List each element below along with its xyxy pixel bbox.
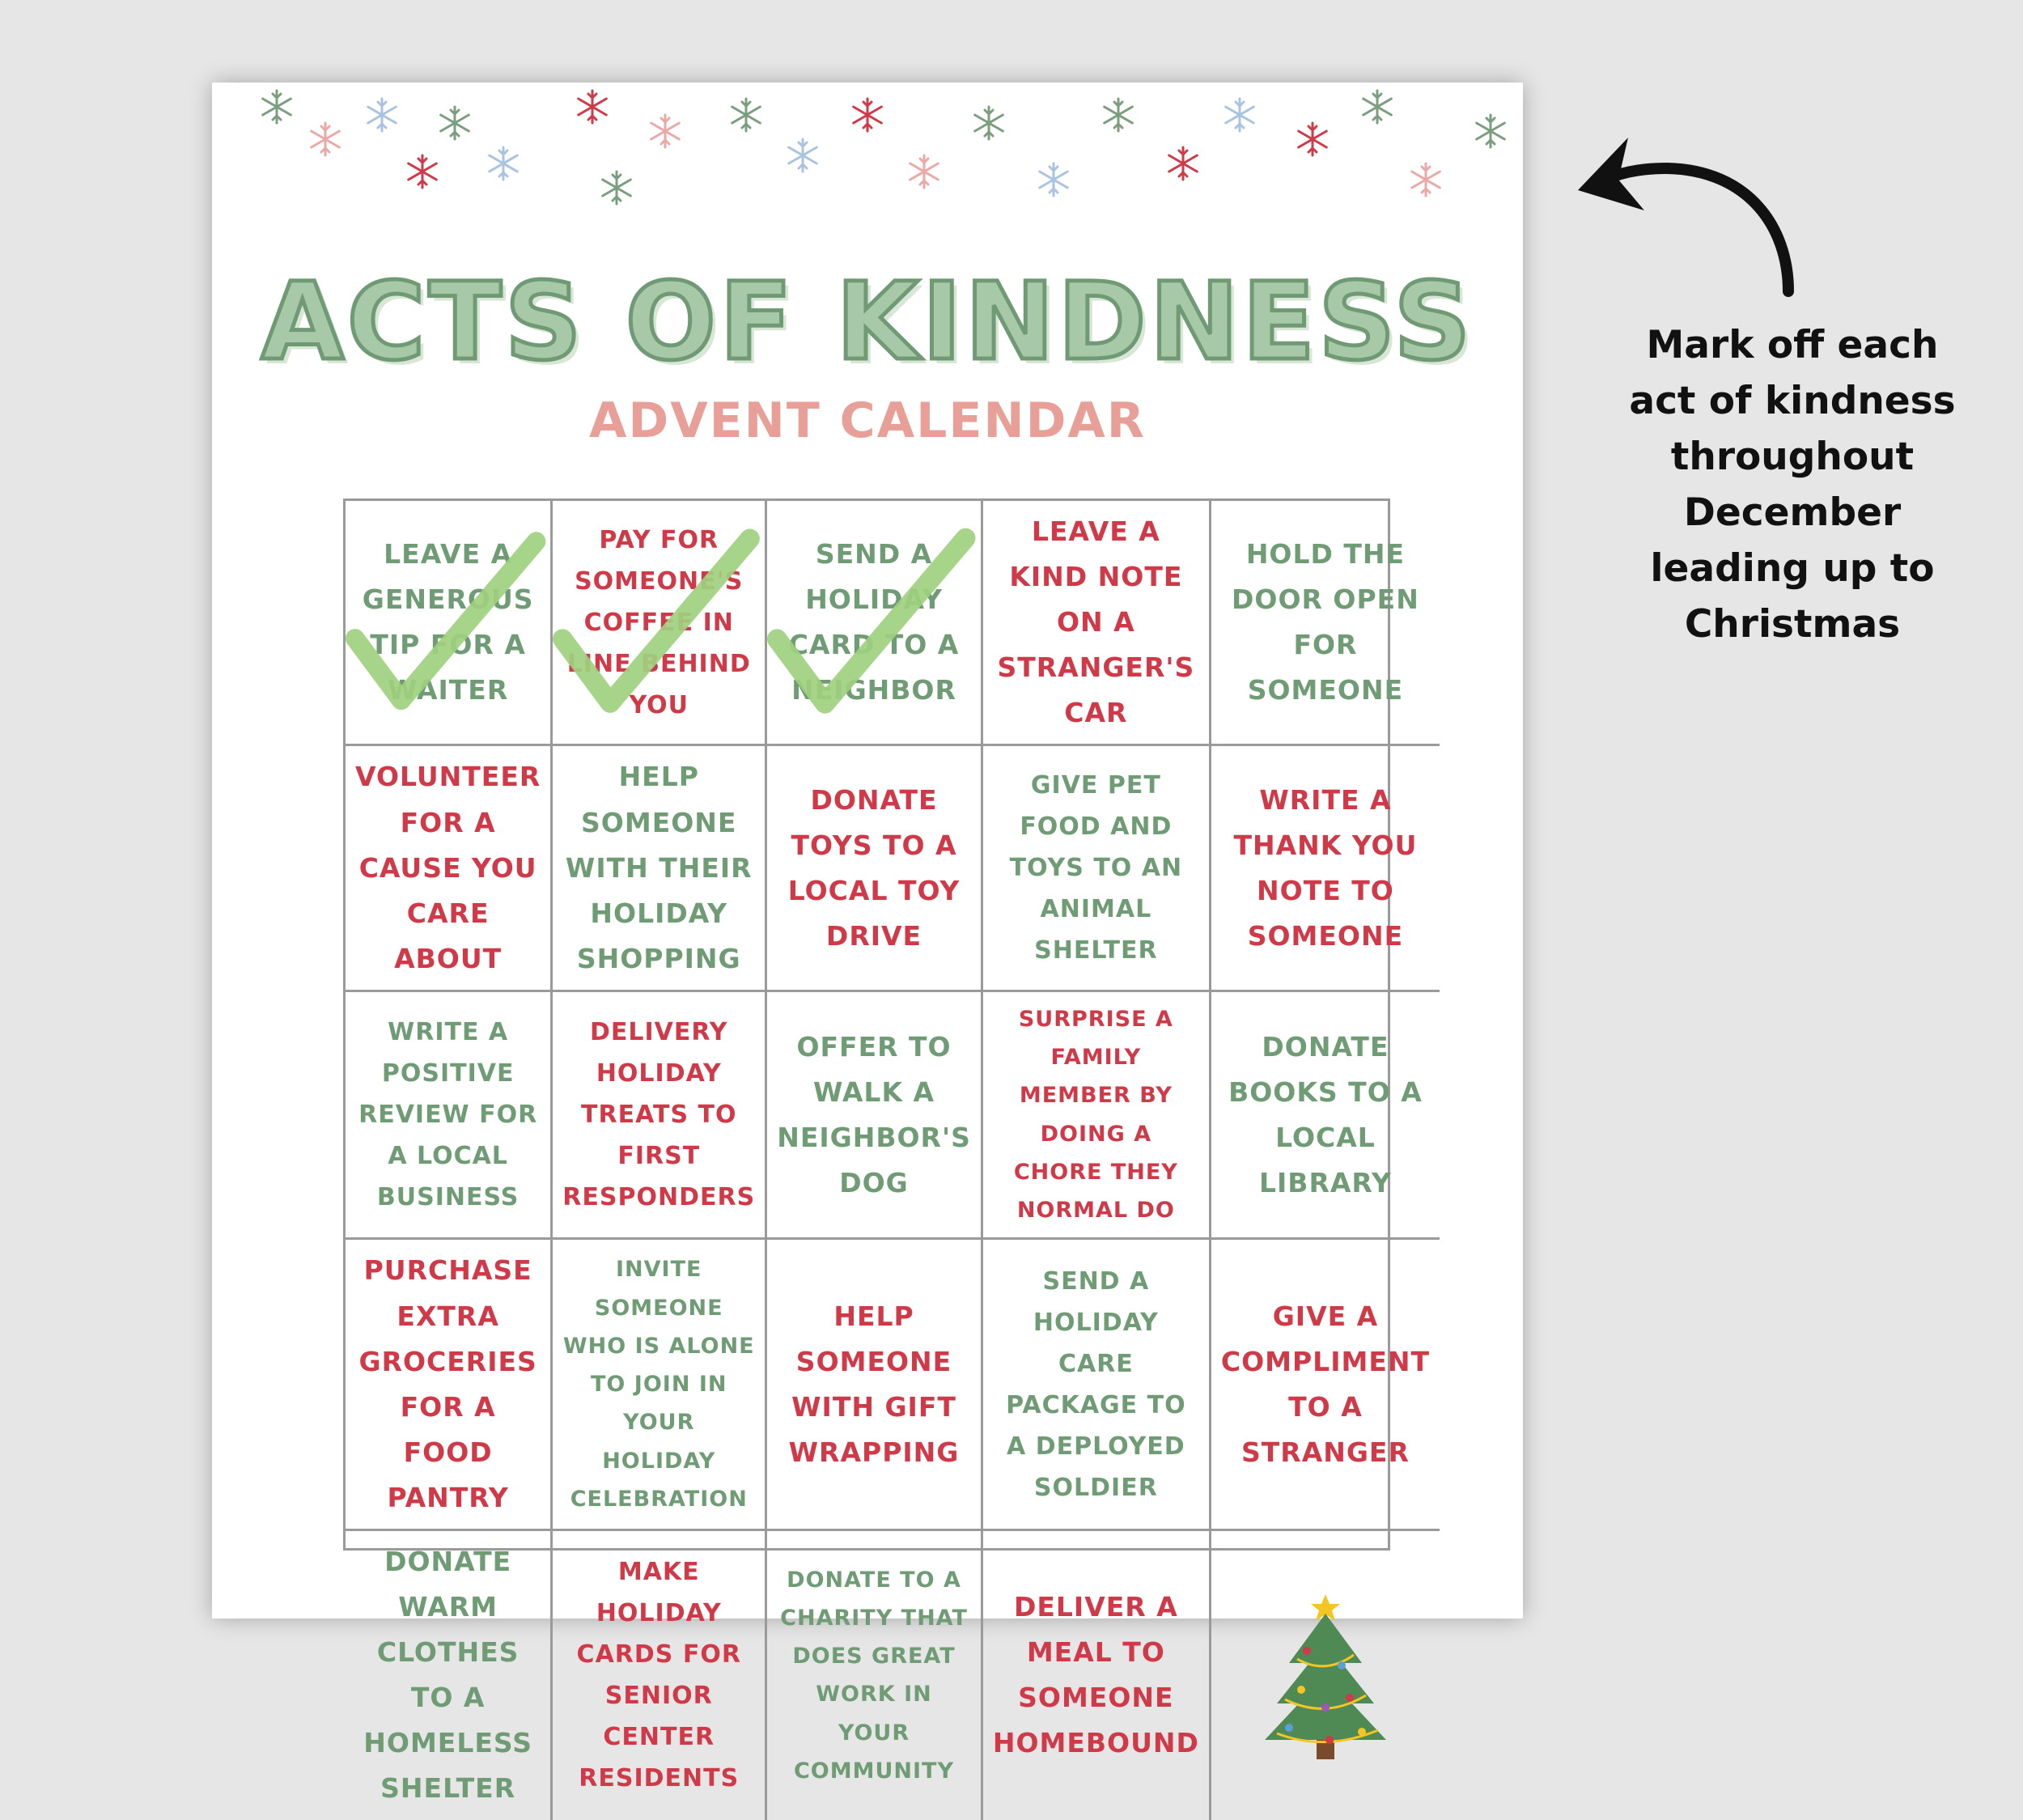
cell-text: PURCHASE EXTRA GROCERIES FOR A FOOD PANTRY [358,1254,537,1513]
cell-text: DONATE BOOKS TO A LOCAL LIBRARY [1228,1030,1423,1198]
grid-cell [767,501,983,746]
grid-cell [983,992,1211,1241]
cell-text: SEND A HOLIDAY CARD TO A NEIGHBOR [788,538,960,706]
printable-sheet [212,83,1523,1805]
grid-cell [983,1531,1211,1820]
cell-text: GIVE PET FOOD AND TOYS TO AN ANIMAL SHELTER [1009,771,1183,965]
grid-cell [346,1240,553,1531]
cell-text: WRITE A POSITIVE REVIEW FOR A LOCAL BUSINESS [358,1018,538,1212]
grid-cell [553,992,767,1241]
grid-cell [553,1531,767,1820]
cell-text: DELIVER A MEAL TO SOMEONE HOMEBOUND [992,1591,1199,1759]
cell-text: LEAVE A KIND NOTE ON A STRANGER'S CAR [997,515,1195,729]
grid-cell [1211,501,1440,746]
grid-cell [346,746,553,991]
cell-text: LEAVE A GENEROUS TIP FOR A WAITER [362,538,534,706]
cell-text: DONATE WARM CLOTHES TO A HOMELESS SHELTER [363,1546,532,1805]
grid-cell [983,501,1211,746]
grid-cell [767,746,983,991]
grid-cell [767,1531,983,1820]
grid-cell [767,992,983,1241]
grid-cell-tree [1211,1531,1440,1820]
grid-cell [1211,1240,1440,1531]
cell-text: WRITE A THANK YOU NOTE TO SOMEONE [1233,783,1418,952]
cell-text: DONATE TOYS TO A LOCAL TOY DRIVE [787,783,961,952]
grid-cell [767,1240,983,1531]
cell-text: VOLUNTEER FOR A CAUSE YOU CARE ABOUT [355,761,541,974]
grid-cell [553,501,767,746]
page-subtitle: ADVENT CALENDAR [588,392,1147,449]
instruction-note: Mark off each act of kindness throughout December leading up to Christmas [1629,323,1956,647]
page-title: ACTS OF KINDNESS [261,260,1474,384]
cell-text: HOLD THE DOOR OPEN FOR SOMEONE [1232,538,1419,706]
snowflake-border [212,83,1523,220]
curved-arrow-icon [1570,129,1805,308]
grid-cell [1211,746,1440,991]
cell-text: PAY FOR SOMEONE'S COFFEE IN LINE BEHIND YOU [566,525,751,719]
cell-text: SURPRISE A FAMILY MEMBER BY DOING A CHORE THEY NORMAL DO [1013,1006,1178,1224]
christmas-tree-icon [1257,1586,1394,1764]
grid-cell [1211,992,1440,1241]
grid-cell [553,746,767,991]
advent-grid [343,498,1431,1805]
grid-cell [346,1531,553,1820]
cell-text: GIVE A COMPLIMENT TO A STRANGER [1220,1300,1431,1468]
cell-text: MAKE HOLIDAY CARDS FOR SENIOR CENTER RESIDENTS [576,1558,741,1793]
cell-text: DELIVERY HOLIDAY TREATS TO FIRST RESPONDERS [562,1018,756,1212]
grid-cell [346,992,553,1241]
cell-text: INVITE SOMEONE WHO IS ALONE TO JOIN IN YOUR HOLIDAY CELEBRATION [562,1257,755,1512]
cell-text: OFFER TO WALK A NEIGHBOR'S DOG [777,1030,971,1198]
cell-text: HELP SOMEONE WITH GIFT WRAPPING [788,1300,960,1468]
grid-cell [983,746,1211,991]
cell-text: DONATE TO A CHARITY THAT DOES GREAT WORK IN YOUR COMMUNITY [780,1567,968,1784]
grid-cell [983,1240,1211,1531]
cell-text: HELP SOMEONE WITH THEIR HOLIDAY SHOPPING [565,761,753,974]
cell-text: SEND A HOLIDAY CARE PACKAGE TO A DEPLOYED SOLDIER [1006,1266,1186,1502]
grid-cell [553,1240,767,1531]
grid-cell [346,501,553,746]
